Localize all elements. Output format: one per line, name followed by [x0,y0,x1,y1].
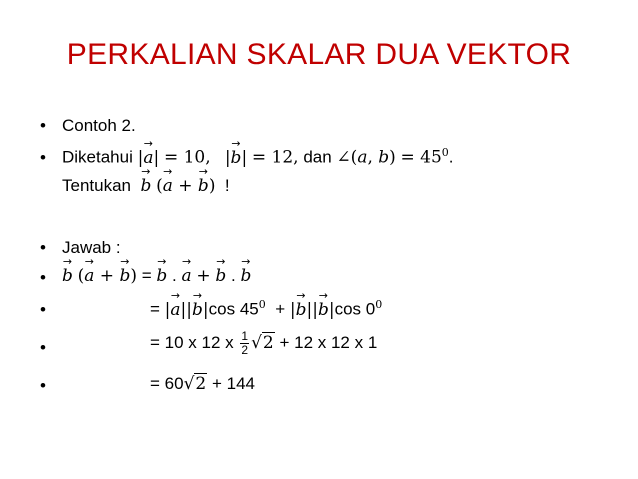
answer-step-1: → b (→ a + → b) = → b . → a + → b . → b [62,266,251,286]
multiplication-expr: = 10 x 12 x [150,332,234,352]
answer-step-4 [150,374,255,394]
cos-45: cos 45 [208,299,259,319]
answer-label: Jawab : [62,238,121,257]
degree-mark: 0 [441,146,449,159]
fraction-denominator: 2 [241,343,249,357]
dot-operator: . [230,266,236,285]
question-statement: Tentukan → b (→ a + → b) ! [62,176,230,196]
bullet: • [40,148,46,167]
b-magnitude: = 12, [251,147,299,168]
degree-mark: 0 [375,298,383,311]
bullet: • [40,268,46,287]
result-coefficient: = 60 [150,374,184,393]
bullet: • [40,376,46,395]
example-label: Contoh 2. [62,116,136,135]
period: . [448,147,454,167]
result-constant: + 144 [211,374,255,393]
sqrt-symbol: √2 [251,332,274,353]
sqrt-radicand: 2 [195,374,207,394]
fraction-numerator: 1 [241,329,249,343]
angle-expr: ∠(𝑎, 𝑏) [336,147,396,168]
answer-step-3 [150,330,377,357]
angle-value: = 45 [400,147,442,168]
fraction-half [240,330,249,357]
bullet: • [40,338,46,357]
plus-sign: + [275,299,286,319]
second-term: + 12 x 12 x 1 [279,332,378,352]
a-magnitude: = 10, [163,147,211,168]
equals-sign: = [141,266,152,285]
equals-sign: = [150,299,160,319]
bullet: • [40,300,46,319]
dot-operator: . [172,266,177,285]
bullet: • [40,238,46,257]
exclamation: ! [224,176,230,195]
dan-word: dan [303,147,332,167]
given-statement: Diketahui |→ a| = 10, |→ b| = 12, dan ∠(𝑎, 𝑏) = $45^0$. [62,146,454,168]
question-prefix: Tentukan [62,176,131,195]
answer-step-2: = |→ a||→ b|cos $45^0$ + |→ b||→ b|cos $0^0$ [150,298,382,320]
degree-mark: 0 [258,298,266,311]
sqrt-symbol: √2 [183,374,207,394]
bullet: • [40,116,46,135]
slide-title: PERKALIAN SKALAR DUA VEKTOR [66,38,572,71]
given-prefix: Diketahui [62,147,133,167]
cos-0: cos 0 [334,299,376,319]
sqrt-radicand: 2 [262,332,274,353]
